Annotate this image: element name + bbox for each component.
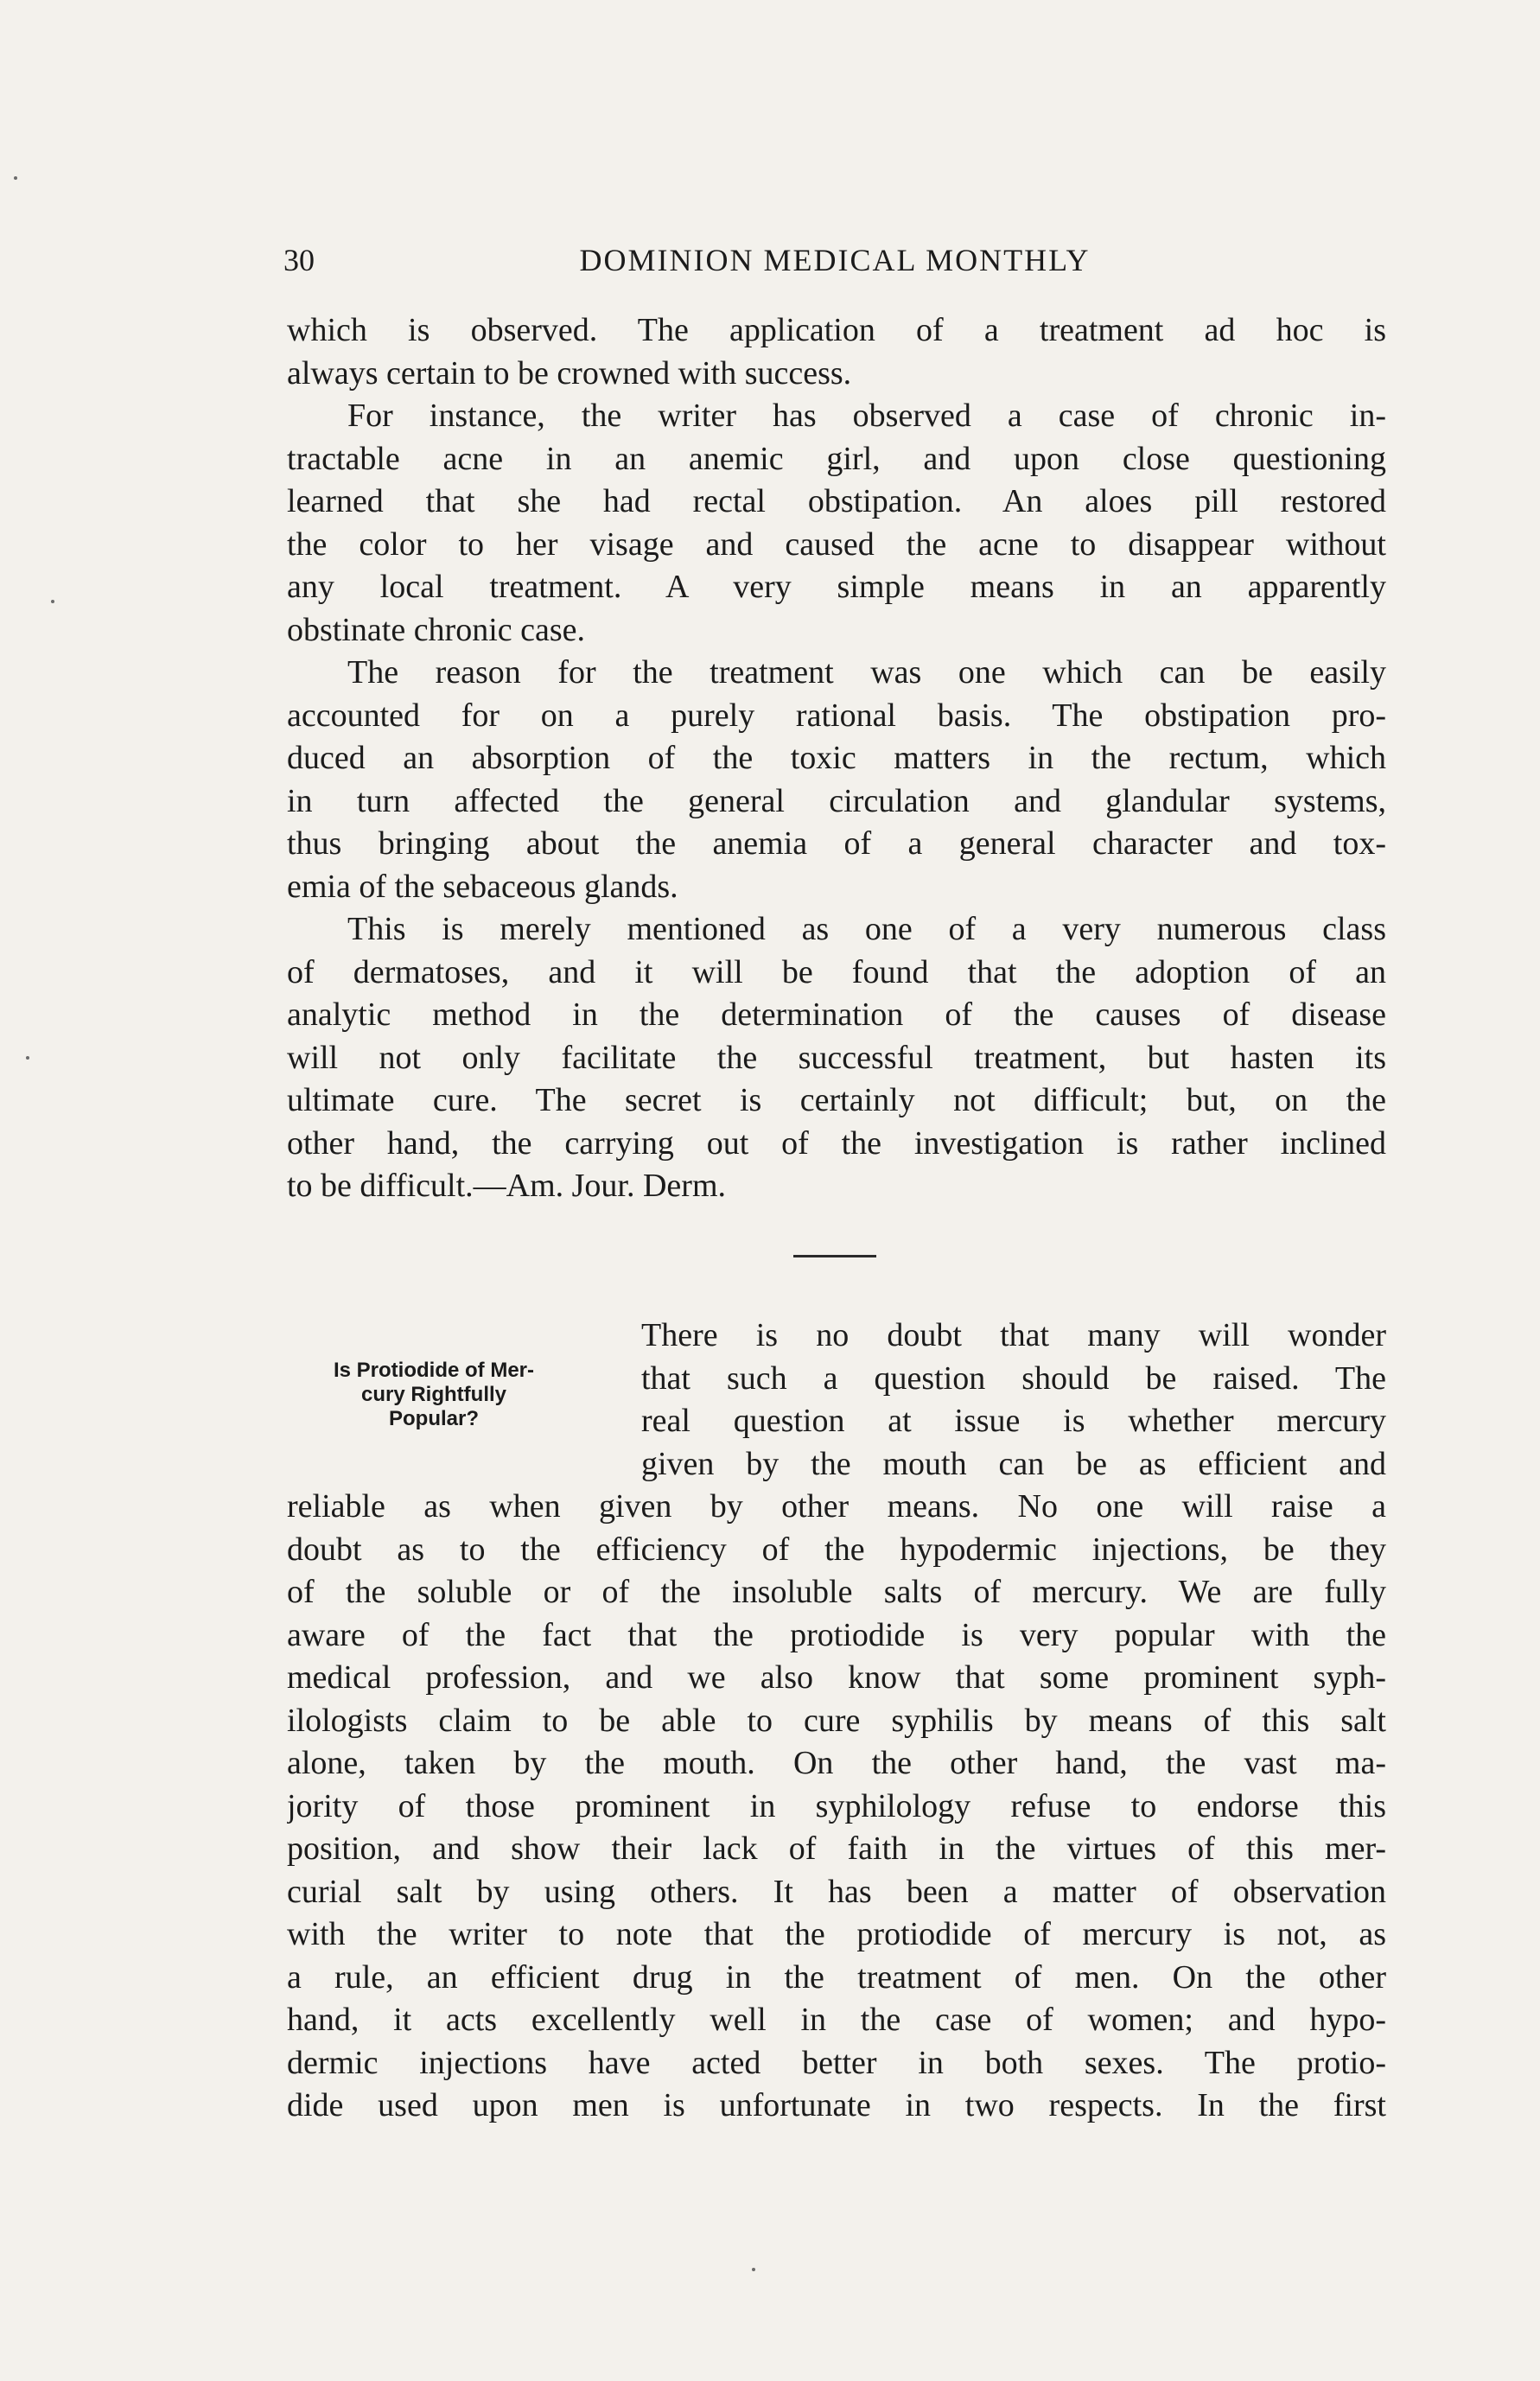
journal-title: DOMINION MEDICAL MONTHLY [579, 243, 1091, 277]
text-line: jority of those prominent in syphilology refuse to endorse this [287, 1787, 1386, 1824]
text-line: dide used upon men is unfortunate in two respects. In the first [287, 2087, 1386, 2123]
text-line: any local treatment. A very simple means in an apparently [287, 569, 1386, 605]
text-line: doubt as to the efficiency of the hypodermic injections, be they [287, 1531, 1386, 1568]
scan-speck [51, 600, 54, 603]
text-line: real question at issue is whether mercury [641, 1403, 1386, 1439]
text-line: to be difficult.—Am. Jour. Derm. [287, 1168, 727, 1204]
article-continuation [287, 309, 1386, 1208]
text-line: always certain to be crowned with success. [287, 354, 852, 392]
text-line: accounted for on a purely rational basis. The obstipation pro- [287, 697, 1386, 734]
text-line: medical profession, and we also know that some prominent syph- [287, 1659, 1386, 1696]
text-line: hand, it acts excellently well in the case of women; and hypo- [287, 2002, 1386, 2038]
text-line: The reason for the treatment was one which can be easily [347, 654, 1386, 691]
marginal-heading-line: Is Protiodide of Mer- [333, 1359, 534, 1382]
text-line: position, and show their lack of faith in the virtues of this mer- [287, 1830, 1386, 1867]
text-line: obstinate chronic case. [287, 611, 586, 648]
text-line: analytic method in the determination of the causes of disease [287, 996, 1386, 1033]
text-line: of the soluble or of the insoluble salts of mercury. We are fully [287, 1574, 1386, 1610]
text-line: alone, taken by the mouth. On the other hand, the vast ma- [287, 1745, 1386, 1781]
running-header [283, 239, 1386, 282]
text-line: the color to her visage and caused the acne to disappear without [287, 525, 1386, 563]
article-body [287, 1315, 1386, 2128]
text-line: in turn affected the general circulation and glandular systems, [287, 782, 1386, 819]
text-line: that such a question should be raised. The [641, 1359, 1386, 1397]
text-line: a rule, an efficient drug in the treatment of men. On the other [287, 1958, 1386, 1996]
text-line: will not only facilitate the successful treatment, but hasten its [287, 1039, 1386, 1076]
page-number: 30 [283, 243, 315, 277]
text-line: emia of the sebaceous glands. [287, 868, 678, 905]
text-line: dermic injections have acted better in both sexes. The protio- [287, 2044, 1386, 2081]
scan-speck [752, 2268, 755, 2271]
text-line: curial salt by using others. It has been a matter of observation [287, 1873, 1386, 1910]
text-line: learned that she had rectal obstipation. An aloes pill restored [287, 483, 1386, 519]
text-line: given by the mouth can be as efficient and [641, 1445, 1386, 1482]
text-line: tractable acne in an anemic girl, and upon close questioning [287, 440, 1386, 477]
scan-speck [14, 176, 17, 180]
section-divider [793, 1255, 876, 1257]
marginal-heading-line: Popular? [388, 1407, 479, 1430]
text-line: which is observed. The application of a treatment ad hoc is [287, 312, 1386, 348]
text-line: For instance, the writer has observed a case of chronic in- [347, 398, 1386, 434]
text-line: There is no doubt that many will wonder [641, 1317, 1386, 1353]
text-line: with the writer to note that the protiodide of mercury is not, as [287, 1916, 1386, 1952]
text-line: duced an absorption of the toxic matters in the rectum, which [287, 740, 1386, 776]
scan-speck [26, 1056, 29, 1060]
text-line: thus bringing about the anemia of a general character and tox- [287, 825, 1386, 862]
text-line: ilologists claim to be able to cure syphilis by means of this salt [287, 1702, 1386, 1739]
text-line: aware of the fact that the protiodide is very popular with the [287, 1616, 1386, 1653]
text-line: other hand, the carrying out of the investigation is rather inclined [287, 1124, 1386, 1162]
text-line: ultimate cure. The secret is certainly not difficult; but, on the [287, 1082, 1386, 1118]
text-line: reliable as when given by other means. No one will raise a [287, 1488, 1386, 1525]
text-line: This is merely mentioned as one of a very numerous class [347, 911, 1386, 947]
marginal-heading-line: cury Rightfully [360, 1383, 506, 1406]
text-line: of dermatoses, and it will be found that the adoption of an [287, 953, 1386, 990]
